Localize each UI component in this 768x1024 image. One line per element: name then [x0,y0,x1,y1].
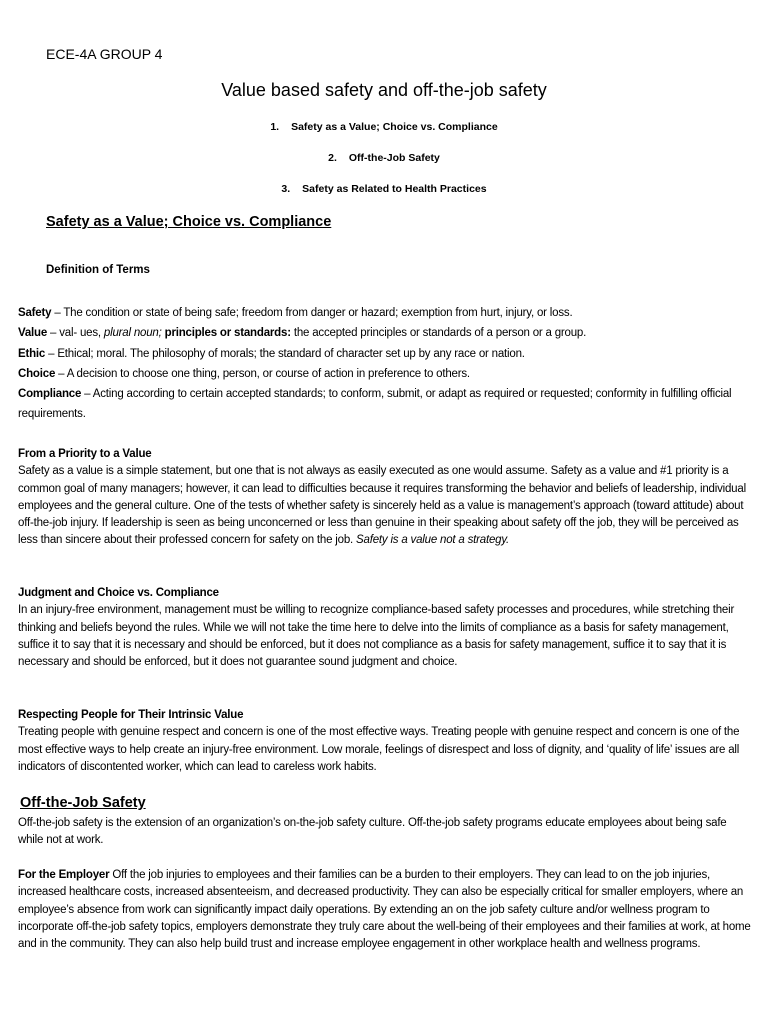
toc-label: Off-the-Job Safety [348,152,440,164]
definition-safety [18,303,753,323]
toc-item-3 [0,183,768,195]
definition-separator: – [55,367,67,380]
subsection-heading: Judgment and Choice vs. Compliance [18,587,219,599]
definition-term: Ethic [18,347,46,360]
section-heading-safety-value: Safety as a Value; Choice vs. Compliance [46,214,332,230]
subsection-respecting-people [18,707,753,776]
document-title: Value based safety and off-the-job safety [221,80,547,100]
definition-term: Choice [18,367,56,380]
paragraph-lead: For the Employer [18,869,110,881]
subsection-judgment-choice [18,585,753,671]
definition-ethic [18,344,753,364]
group-label: ECE-4A GROUP 4 [46,46,163,62]
definition-text: Ethical; moral. The philosophy of morals; the standard of character set up by any race or nation. [57,347,525,360]
paragraph-off-the-job-intro: Off-the-job safety is the extension of an organization’s on-the-job safety culture. Off-the-job safety programs educate employees about being safe while not at work. [18,817,727,847]
toc-label: Safety as Related to Health Practices [302,183,487,195]
toc-number: 2. [328,152,337,164]
definition-separator: – [81,388,93,401]
paragraph: Treating people with genuine respect and concern is one of the most effective ways. Treating people with genuine respect and concern is one of the most effective ways to help create an injury-free environment. Low morale, feelings of disrespect and loss of dignity, and ‘quality of life’ issues are all indicators of discontented worker, which can lead to careless work habits. [18,726,740,773]
toc-item-1 [0,121,768,133]
toc-item-2 [0,152,768,164]
definition-compliance [18,384,753,425]
subsection-heading: Respecting People for Their Intrinsic Value [18,709,244,721]
definition-separator: – [47,327,60,340]
paragraph-text: Off the job injuries to employees and their families can be a burden to their employers. They can lead to on the job injuries, increased healthcare costs, increased absenteeism, and decreased productivity. They can also be especially critical for smaller employers, where an employee’s absence from work can significantly impact daily operations. By extending an on the job safety culture and/or wellness program to incorporate off-the-job safety topics, employers demonstrate they truly care about the well-being of their employees and their families at work, at home and in the community. They can also help build trust and increase employee engagement in other workplace health and wellness programs. [18,869,751,951]
toc-number: 3. [281,183,291,195]
definition-text: A decision to choose one thing, person, or course of action in preference to others. [66,367,470,380]
section-heading-off-the-job: Off-the-Job Safety [20,795,146,811]
definition-part-of-speech: plural noun; [103,327,162,340]
toc-number: 1. [270,121,280,133]
definition-separator: – [51,307,64,319]
definitions-heading: Definition of Terms [46,264,150,276]
paragraph [18,463,753,549]
definition-choice [18,364,753,384]
definition-term: Value [18,327,48,340]
definition-term: Compliance [18,388,82,401]
definition-separator: – [45,347,58,360]
paragraph-for-the-employer [18,867,753,953]
paragraph: In an injury-free environment, management must be willing to recognize compliance-based safety processes and procedures, while stretching their thinking and beliefs beyond the rules. While we will not take the time here to delve into the limits of compliance as a basis for safety management, suffice it to say that it is necessary and should be enforced, but it does not compliance as a basis for safety management, suffice it to say that it is necessary and should be enforced, but it does not guarantee sound judgment and choice. [18,604,735,669]
subsection-priority-to-value [18,446,753,550]
definition-text: the accepted principles or standards of a person or a group. [290,327,587,340]
definition-term: Safety [18,307,52,319]
definition-text: The condition or state of being safe; freedom from danger or hazard; exemption from hurt, injury, or loss. [63,307,573,319]
definition-pronunciation: val- ues, [59,327,104,340]
definitions-list [18,303,753,425]
subsection-heading: From a Priority to a Value [18,448,152,460]
definition-value [18,323,753,343]
toc-label: Safety as a Value; Choice vs. Compliance [291,121,498,133]
definition-text: Acting according to certain accepted standards; to conform, submit, or adapt as required or requested; conformity in fulfilling official requirements. [18,388,732,421]
paragraph-text: Safety as a value is a simple statement, but one that is not always as easily executed as one would assume. Safety as a value and #1 priority is a common goal of many managers; however, it can lead to difficulties because it requires transforming the behavior and beliefs of leadership, individual employees and the general culture. One of the tests of whether safety is sincerely held as a value is management’s approach (toward attitude) about off-the-job injury. If leadership is seen as being unconcerned or less than genuine in their speaking about safety off the job, they will be perceived as less than sincere about their professed concern for safety on the job. [18,465,746,547]
definition-subterm: principles or standards: [161,327,291,340]
paragraph-emphasis: Safety is a value not a strategy. [356,534,510,547]
